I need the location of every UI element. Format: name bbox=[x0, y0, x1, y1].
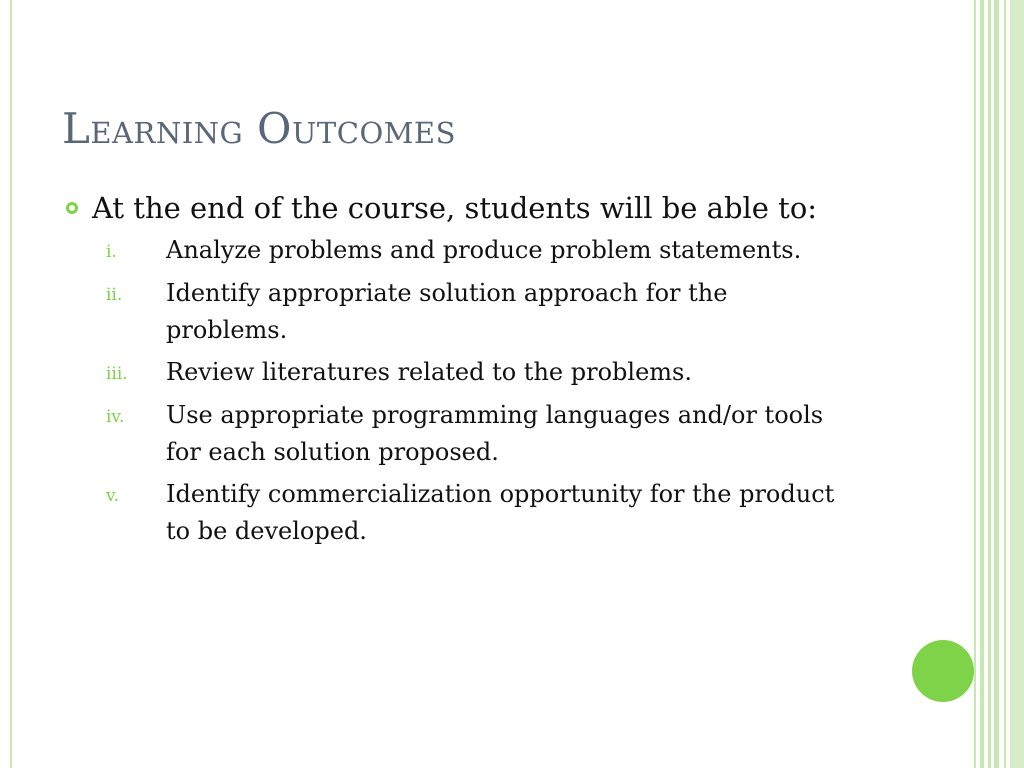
list-item-text: Review literatures related to the problems. bbox=[166, 358, 692, 386]
list-item bbox=[66, 232, 886, 270]
outcome-list bbox=[66, 232, 886, 550]
stripe bbox=[1004, 0, 1006, 768]
list-item-number: i. bbox=[106, 242, 117, 262]
main-bullet-text: At the end of the course, students will be able to: bbox=[92, 191, 818, 225]
slide-title: Learning Outcomes bbox=[62, 104, 456, 153]
ring-bullet-icon bbox=[66, 202, 78, 214]
list-item bbox=[66, 476, 886, 550]
list-item-text: Identify commercialization opportunity for the product to be developed. bbox=[166, 480, 835, 545]
stripe bbox=[994, 0, 999, 768]
right-stripe-decoration bbox=[974, 0, 1024, 768]
stripe bbox=[974, 0, 976, 768]
list-item-text: Use appropriate programming languages and/or tools for each solution proposed. bbox=[166, 401, 824, 466]
list-item bbox=[66, 397, 886, 471]
stripe bbox=[1010, 0, 1024, 768]
green-circle-decoration bbox=[912, 640, 974, 702]
list-item-number: iii. bbox=[106, 364, 128, 384]
stripe bbox=[980, 0, 984, 768]
list-item-text: Identify appropriate solution approach for the problems. bbox=[166, 279, 728, 344]
list-item bbox=[66, 354, 886, 392]
list-item bbox=[66, 275, 886, 349]
slide-content bbox=[66, 190, 886, 555]
list-item-number: v. bbox=[106, 486, 119, 506]
list-item-number: iv. bbox=[106, 407, 125, 427]
list-item-number: ii. bbox=[106, 285, 123, 305]
stripe bbox=[988, 0, 991, 768]
left-border-line bbox=[10, 0, 12, 768]
main-bullet bbox=[66, 190, 886, 226]
list-item-text: Analyze problems and produce problem statements. bbox=[166, 236, 802, 264]
